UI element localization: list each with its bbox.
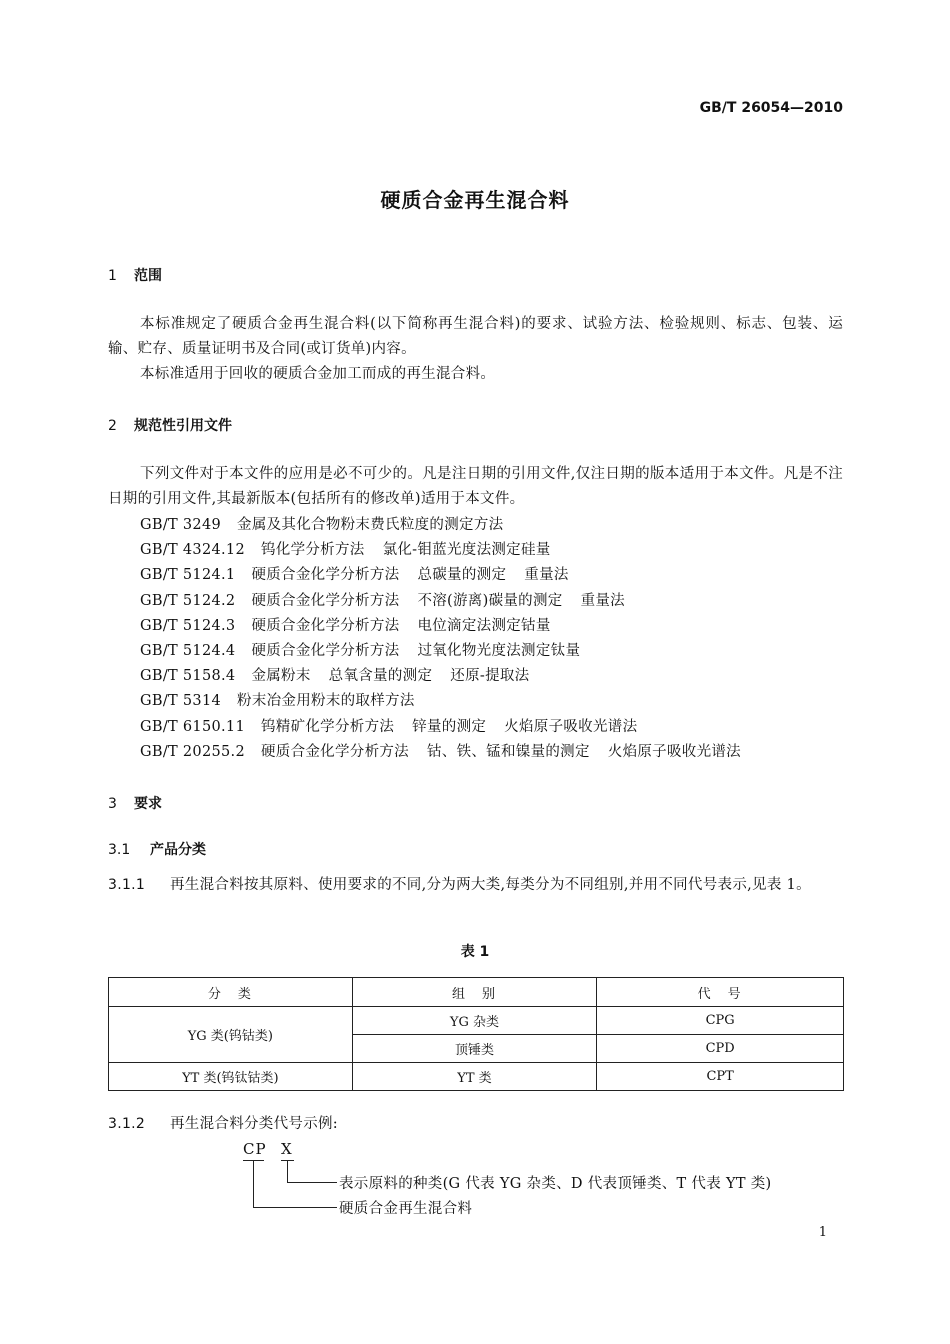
reference-title-part: 粉末冶金用粉末的取样方法 — [237, 693, 415, 710]
reference-code: GB/T 5124.2 — [140, 592, 236, 609]
reference-code: GB/T 20255.2 — [140, 743, 245, 760]
reference-code: GB/T 5124.4 — [140, 643, 236, 660]
clause-text: 再生混合料按其原料、使用要求的不同,分为两大类,每类分为不同组别,并用不同代号表示,见表 1。 — [170, 877, 811, 893]
reference-title-part: 金属粉末 — [251, 668, 311, 685]
section-number: 1 — [108, 268, 117, 284]
reference-item — [140, 689, 759, 714]
reference-title-part: 硬质合金化学分析方法 — [251, 643, 400, 660]
reference-code: GB/T 4324.12 — [140, 542, 245, 559]
table-cell-code: CPT — [597, 1063, 844, 1091]
table-header-cell: 代 号 — [597, 978, 844, 1007]
reference-item — [140, 715, 759, 740]
reference-title-part: 钨化学分析方法 — [260, 542, 365, 559]
reference-title-part: 重量法 — [524, 567, 569, 584]
reference-code: GB/T 5314 — [140, 693, 222, 710]
section-3-heading — [108, 793, 162, 813]
reference-title-part: 总碳量的测定 — [417, 567, 507, 584]
reference-title-part: 还原-提取法 — [450, 668, 530, 685]
clause-number: 3.1.2 — [108, 1116, 146, 1132]
section-title: 要求 — [134, 796, 162, 812]
reference-item — [140, 740, 759, 765]
reference-item — [140, 664, 759, 689]
reference-title-part: 过氧化物光度法测定钛量 — [417, 643, 581, 660]
variable-leader-horizontal — [287, 1182, 337, 1183]
prefix-leader-vertical — [253, 1161, 254, 1208]
table-cell-code: CPG — [597, 1007, 844, 1035]
page-number: 1 — [818, 1225, 827, 1240]
reference-item — [140, 538, 759, 563]
reference-title-part: 电位滴定法测定钴量 — [417, 617, 551, 634]
reference-title — [237, 693, 433, 709]
table-cell-group: YT 类 — [352, 1063, 597, 1091]
section-title: 范围 — [134, 268, 162, 284]
variable-leader-vertical — [287, 1161, 288, 1183]
reference-item — [140, 513, 759, 538]
reference-code: GB/T 5124.1 — [140, 567, 236, 584]
section-2-intro — [108, 462, 843, 512]
table-cell-code: CPD — [597, 1035, 844, 1063]
paragraph — [108, 873, 843, 898]
reference-title — [251, 668, 547, 684]
table-cell-group: YG 杂类 — [352, 1007, 597, 1035]
reference-title-part: 钴、铁、锰和镍量的测定 — [426, 743, 590, 760]
section-1-body — [108, 312, 843, 387]
reference-title — [251, 643, 598, 659]
reference-code: GB/T 5124.3 — [140, 617, 236, 634]
reference-title-part: 硬质合金化学分析方法 — [251, 567, 400, 584]
reference-title — [251, 618, 568, 634]
document-title: 硬质合金再生混合料 — [380, 188, 570, 212]
section-title: 规范性引用文件 — [134, 418, 232, 434]
reference-title — [261, 542, 569, 558]
paragraph: 本标准规定了硬质合金再生混合料(以下简称再生混合料)的要求、试验方法、检验规则、标志、包装、运输、贮存、质量证明书及合同(或订货单)内容。 — [108, 316, 843, 357]
table-cell-category: YT 类(钨钛钴类) — [109, 1063, 353, 1091]
reference-item — [140, 563, 759, 588]
reference-item — [140, 639, 759, 664]
clause-text: 再生混合料分类代号示例: — [170, 1116, 338, 1132]
subsection-3-1-heading — [108, 839, 206, 859]
reference-title-part: 锌量的测定 — [412, 718, 487, 735]
reference-title — [237, 517, 521, 533]
classification-table — [108, 977, 844, 1091]
reference-title — [261, 744, 759, 760]
table-header-row — [109, 978, 844, 1007]
paragraph — [108, 1112, 843, 1137]
reference-title-part: 硬质合金化学分析方法 — [251, 617, 400, 634]
table-header-cell: 组 别 — [352, 978, 597, 1007]
reference-title-part: 钨精矿化学分析方法 — [260, 718, 395, 735]
section-2-heading — [108, 415, 232, 435]
reference-title-part: 硬质合金化学分析方法 — [251, 592, 400, 609]
reference-item — [140, 589, 759, 614]
reference-title-part: 氯化-钼蓝光度法测定硅量 — [382, 542, 551, 559]
prefix-legend: 硬质合金再生混合料 — [339, 1201, 473, 1217]
variable-legend: 表示原料的种类(G 代表 YG 杂类、D 代表顶锤类、T 代表 YT 类) — [339, 1176, 772, 1192]
clause-number: 3.1.1 — [108, 877, 146, 893]
reference-title-part: 硬质合金化学分析方法 — [260, 743, 409, 760]
section-number: 3 — [108, 796, 117, 812]
table-header-cell: 分 类 — [109, 978, 353, 1007]
table-row — [109, 1063, 844, 1091]
section-1-heading — [108, 265, 162, 285]
clause-3-1-1 — [108, 873, 843, 898]
table-row — [109, 1007, 844, 1035]
reference-code: GB/T 6150.11 — [140, 718, 245, 735]
reference-title-part: 金属及其化合物粉末费氏粒度的测定方法 — [237, 517, 504, 533]
reference-title-part: 重量法 — [580, 592, 625, 609]
prefix-leader-horizontal — [253, 1207, 337, 1208]
reference-code: GB/T 3249 — [140, 517, 222, 533]
paragraph: 下列文件对于本文件的应用是必不可少的。凡是注日期的引用文件,仅注日期的版本适用于本文件。凡是不注日期的引用文件,其最新版本(包括所有的修改单)适用于本文件。 — [108, 466, 843, 507]
reference-title-part: 不溶(游离)碳量的测定 — [417, 592, 563, 609]
section-number: 2 — [108, 418, 117, 434]
standard-number: GB/T 26054—2010 — [699, 100, 843, 116]
code-variable-label: X — [281, 1140, 293, 1158]
table-cell-group: 顶锤类 — [352, 1035, 597, 1063]
subsection-number: 3.1 — [108, 842, 131, 858]
table-cell-category: YG 类(钨钴类) — [109, 1007, 353, 1063]
reference-title — [251, 567, 586, 583]
reference-code: GB/T 5158.4 — [140, 668, 236, 685]
reference-title-part: 火焰原子吸收光谱法 — [607, 743, 741, 760]
reference-title — [261, 719, 655, 735]
paragraph: 本标准适用于回收的硬质合金加工而成的再生混合料。 — [140, 366, 496, 382]
subsection-title: 产品分类 — [150, 842, 206, 858]
reference-title — [251, 593, 643, 609]
reference-item — [140, 614, 759, 639]
table-caption: 表 1 — [460, 944, 490, 960]
clause-3-1-2 — [108, 1112, 843, 1137]
code-prefix-label: CP — [243, 1140, 267, 1158]
reference-list — [140, 513, 759, 765]
reference-title-part: 火焰原子吸收光谱法 — [504, 718, 638, 735]
reference-title-part: 总氧含量的测定 — [328, 668, 433, 685]
